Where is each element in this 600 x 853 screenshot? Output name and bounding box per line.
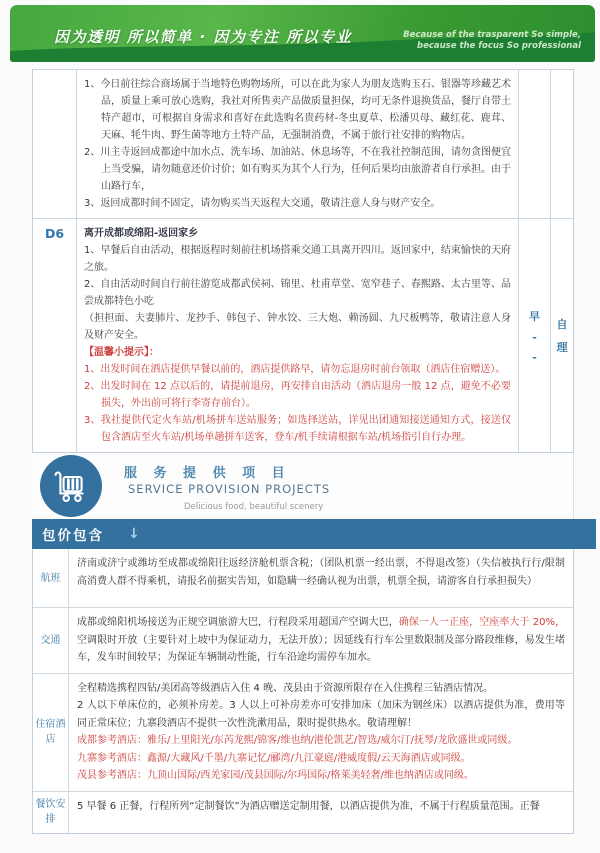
hotel-text-2: 2 人以下单床位的，必须补房差。3 人以上可补房差亦可安排加床（加床为钢丝床）以酒店提供为准，费用等同正常床位；九寨段酒店不提供一次性洗漱用品，限时提供热水。敬请理解！ (77, 700, 565, 729)
lodging-cell-empty (550, 70, 573, 218)
table-row-flight (33, 549, 573, 607)
banner-slogan-en-line1: Because of the trasparent So simple, (403, 30, 581, 40)
flight-text: 济南或济宁或潍坊至成都或绵阳往返经济舱机票含税；（团队机票一经出票，不得退改签）（失信被执行行/限制高消费人群不得乘机，请报名前据实告知，如隐瞒一经确认视为出票，机票全损，请游客自行承担损失） (77, 558, 565, 587)
meal-breakfast: 早 (529, 309, 540, 323)
table-row-meal-plan (33, 791, 573, 833)
luggage-cart-icon (40, 455, 102, 517)
service-title-en: SERVICE PROVISION PROJECTS (128, 482, 331, 496)
day-label-d6: D6 (44, 226, 65, 241)
lodging-char: 理 (556, 341, 568, 354)
service-provision-header (32, 453, 574, 519)
hotel-text (69, 674, 573, 791)
d6-tips-title: 【温馨小提示】： (84, 347, 159, 358)
package-table (32, 549, 574, 834)
d6-content-cell (76, 219, 519, 452)
hotel-ref-maoxian: 茂县参考酒店：九顶山国际/西羌家园/茂县国际/尔玛国际/格莱美轻奢/维也纳酒店或同级。 (77, 770, 474, 781)
d6-item: 1、早餐后自由活动，根据返程时刻前往机场搭乘交通工具离开四川。返回家中，结束愉快的天府之旅。 (84, 245, 511, 273)
arrow-down-icon: ↓ (128, 526, 140, 542)
note-item: 1、今日前往综合商场属于当地特色购物场所，可以在此为家人为朋友选购玉石、银器等珍藏艺术品，质量上乘可放心选购，我社对所售卖产品做质量担保，均可无条件退换货品，餐厅自带土特产超市，可根据自身需求和喜好在此选购名贵药材-冬虫夏草、松潘贝母、藏红花、鹿茸、天麻、牦牛肉、野生菌等地方土特产品，无强制消费，不属于旅行社安排的购物店。 (84, 79, 511, 141)
package-includes-label: 包价包含 (42, 528, 104, 544)
banner-slogan-cn: 因为透明 所以简单 · 因为专注 所以专业 (54, 28, 353, 46)
hotel-ref-chengdu: 成都参考酒店：雅乐/上里阳光/东芮龙熙/锦客/维也纳/港伦凯艺/智选/威尔汀/抚琴/龙欣盛世或同级。 (77, 735, 518, 746)
package-includes-bar (32, 519, 596, 549)
day-cell-empty (33, 70, 76, 218)
d6-title: 离开成都或绵阳-返回家乡 (84, 228, 199, 239)
transport-text-after: 空调限时开放（主要针对上坡中为保证动力，无法开放）；因延线有行车公里数限制及部分路段维修，易发生堵车，发车时间较早；为保证车辆制动性能，行车沿途均需停车加水。 (77, 634, 565, 663)
d6-tip: 1、出发时间在酒店提供早餐以前的，酒店提供路早，请勿忘退房时前台领取（酒店住宿赠送）。 (84, 364, 506, 375)
hotel-ref-jiuzhai: 九寨参考酒店：鑫源/大藏风/千墨/九寨记忆/郦湾/九江豪庭/港威度假/云天海酒店或同级。 (77, 752, 471, 764)
row-label-hotel: 住宿酒店 (33, 674, 69, 791)
d6-item: 2、自由活动时间自行前往游览成都武侯祠、锦里、杜甫草堂、宽窄巷子、春熙路、太古里等、品尝成都特色小吃 (84, 279, 511, 307)
transport-text-before: 成都或绵阳机场接送为正规空调旅游大巴，行程段采用超国产空调大巴， (77, 617, 399, 628)
table-row-transport (33, 607, 573, 673)
itinerary-table (32, 69, 574, 453)
header-banner (10, 5, 595, 62)
banner-slogan-en (403, 30, 581, 52)
d6-lodging-cell (550, 219, 573, 452)
d6-tip: 2、出发时间在 12 点以后的，请提前退房，再安排自由活动（酒店退房一般 12 点，避免不必要损失，外出前可将行李寄存前台）。 (84, 381, 511, 409)
service-subtitle: Delicious food, beautiful scenery (184, 502, 324, 512)
d6-meals-cell (519, 219, 550, 452)
shopping-notes-cell (76, 70, 519, 218)
row-label-flight: 航班 (33, 549, 69, 607)
note-item: 2、川主寺返回成都途中加水点、洗车场、加油站、休息场等，不在我社控制范围，请勿贪图便宜上当受骗，请勿随意还价讨价；如有购买为其个人行为，任何后果均由旅游者自行承担。由于山路行车， (84, 147, 511, 192)
itinerary-page (0, 5, 600, 853)
itinerary-row-d6 (33, 218, 573, 452)
d6-item: （担担面、夫妻肺片、龙抄手、韩包子、钟水饺、三大炮、赖汤圆、九尺板鸭等，敬请注意人身及财产安全。 (84, 313, 511, 341)
row-label-transport: 交通 (33, 608, 69, 673)
meal-lunch-dash: - (532, 330, 537, 344)
meal-dinner-dash: - (532, 350, 537, 364)
row-label-meal-plan: 餐饮安排 (33, 792, 69, 833)
banner-slogan-en-line2: because the focus So professional (416, 41, 581, 52)
transport-text (69, 608, 573, 673)
lodging-char: 自 (556, 318, 568, 331)
meal-plan-text: 5 早餐 6 正餐，行程所列“定制餐饮”为酒店赠送定制用餐，以酒店提供为准，不属于行程质量范围。正餐 (77, 800, 540, 812)
note-item: 3、返回成都时间不固定，请勿购买当天返程大交通，敬请注意人身与财产安全。 (84, 198, 441, 209)
d6-tip: 3、我社提供代定火车站/机场拼车送站服务；如选择送站，详见出团通知接送通知方式，接送仅包含酒店至火车站/机场单趟拼车送客，登车/机手续请根据车站/机场指引自行办理。 (84, 415, 511, 443)
hotel-text-1: 全程精选携程四钻/美团高等级酒店入住 4 晚、茂县由于资源所限存在入住携程三钻酒店情况。 (77, 682, 494, 694)
transport-text-highlight: 确保一人一正座，空座率大于 20%， (398, 617, 565, 628)
itinerary-row-shopping-notes (33, 70, 573, 218)
service-title-cn: 服 务 提 供 项 目 (124, 466, 291, 481)
table-row-hotel (33, 673, 573, 791)
meals-cell-empty (519, 70, 550, 218)
